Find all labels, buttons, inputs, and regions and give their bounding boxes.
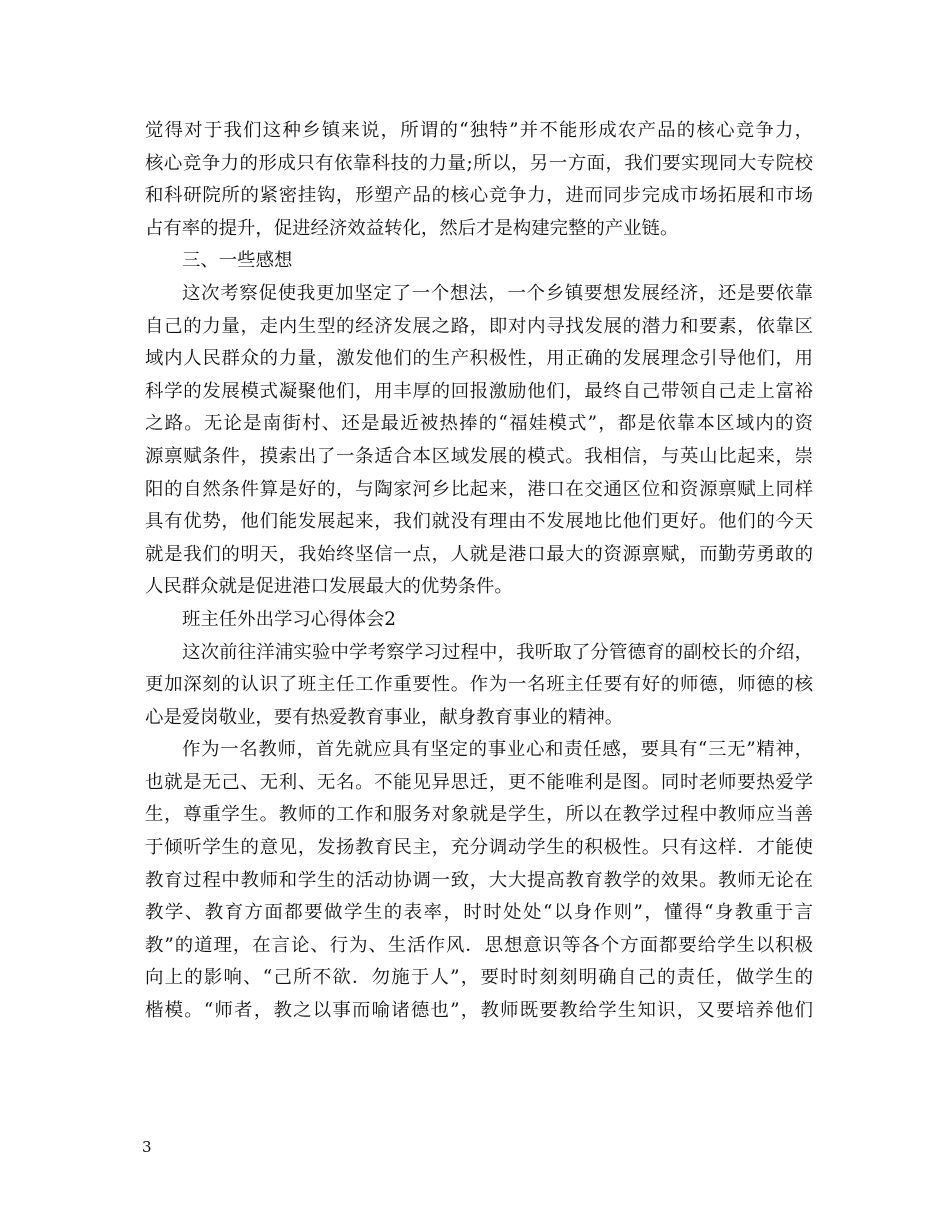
text-line: 教”的道理，在言论、行为、生活作风．思想意识等各个方面都要给学生以积极 xyxy=(145,934,813,956)
text-line: 阳的自然条件算是好的，与陶家河乡比起来，港口在交通区位和资源禀赋上同样 xyxy=(145,478,813,500)
text-line: 自己的力量，走内生型的经济发展之路，即对内寻找发展的潜力和要素，依靠区 xyxy=(145,315,813,337)
text-line: 三、一些感想 xyxy=(182,250,293,272)
text-line: 这次考察促使我更加坚定了一个想法，一个乡镇要想发展经济，还是要依靠 xyxy=(182,282,813,304)
text-line: 觉得对于我们这种乡镇来说，所谓的“独特”并不能形成农产品的核心竞争力， xyxy=(145,120,813,141)
text-line: 更加深刻的认识了班主任工作重要性。作为一名班主任要有好的师德，师德的核 xyxy=(145,674,813,696)
text-line: 于倾听学生的意见，发扬教育民主，充分调动学生的积极性。只有这样．才能使 xyxy=(145,837,813,859)
text-line: 班主任外出学习心得体会2 xyxy=(182,608,396,630)
text-line: 这次前往洋浦实验中学考察学习过程中，我听取了分管德育的副校长的介绍， xyxy=(182,641,813,663)
text-line: 具有优势，他们能发展起来，我们就没有理由不发展地比他们更好。他们的今天 xyxy=(145,511,813,533)
text-line: 源禀赋条件，摸索出了一条适合本区域发展的模式。我相信，与英山比起来，崇 xyxy=(145,445,813,467)
text-line: 核心竞争力的形成只有依靠科技的力量;所以，另一方面，我们要实现同大专院校 xyxy=(145,152,813,174)
text-line: 教学、教育方面都要做学生的表率，时时处处“以身作则”，懂得“身教重于言 xyxy=(145,902,813,924)
text-line: 生，尊重学生。教师的工作和服务对象就是学生，所以在教学过程中教师应当善 xyxy=(145,804,813,826)
text-line: 向上的影响、“己所不欲．勿施于人”，要时时刻刻明确自己的责任，做学生的 xyxy=(145,967,813,989)
body-text xyxy=(145,115,813,1028)
text-line: 也就是无己、无利、无名。不能见异思迁，更不能唯利是图。同时老师要热爱学 xyxy=(145,771,813,793)
text-line: 就是我们的明天，我始终坚信一点，人就是港口最大的资源禀赋，而勤劳勇敢的 xyxy=(145,543,813,565)
text-line: 域内人民群众的力量，激发他们的生产积极性，用正确的发展理念引导他们，用 xyxy=(145,348,813,370)
text-line: 作为一名教师，首先就应具有坚定的事业心和责任感，要具有“三无”精神， xyxy=(182,739,813,761)
text-line: 教育过程中教师和学生的活动协调一致，大大提高教育教学的效果。教师无论在 xyxy=(145,869,813,891)
text-line: 人民群众就是促进港口发展最大的优势条件。 xyxy=(145,576,513,598)
text-line: 占有率的提升，促进经济效益转化，然后才是构建完整的产业链。 xyxy=(145,217,679,239)
text-line: 楷模。“师者，教之以事而喻诸德也”，教师既要教给学生知识，又要培养他们 xyxy=(145,1000,813,1022)
text-line: 心是爱岗敬业，要有热爱教育事业，献身教育事业的精神。 xyxy=(145,706,624,728)
text-line: 之路。无论是南街村、还是最近被热捧的“福娃模式”，都是依靠本区域内的资 xyxy=(145,413,813,435)
page-number: 3 xyxy=(142,1138,152,1156)
text-line: 和科研院所的紧密挂钩，形塑产品的核心竞争力，进而同步完成市场拓展和市场 xyxy=(145,185,813,207)
text-line: 科学的发展模式凝聚他们，用丰厚的回报激励他们，最终自己带领自己走上富裕 xyxy=(145,380,813,402)
